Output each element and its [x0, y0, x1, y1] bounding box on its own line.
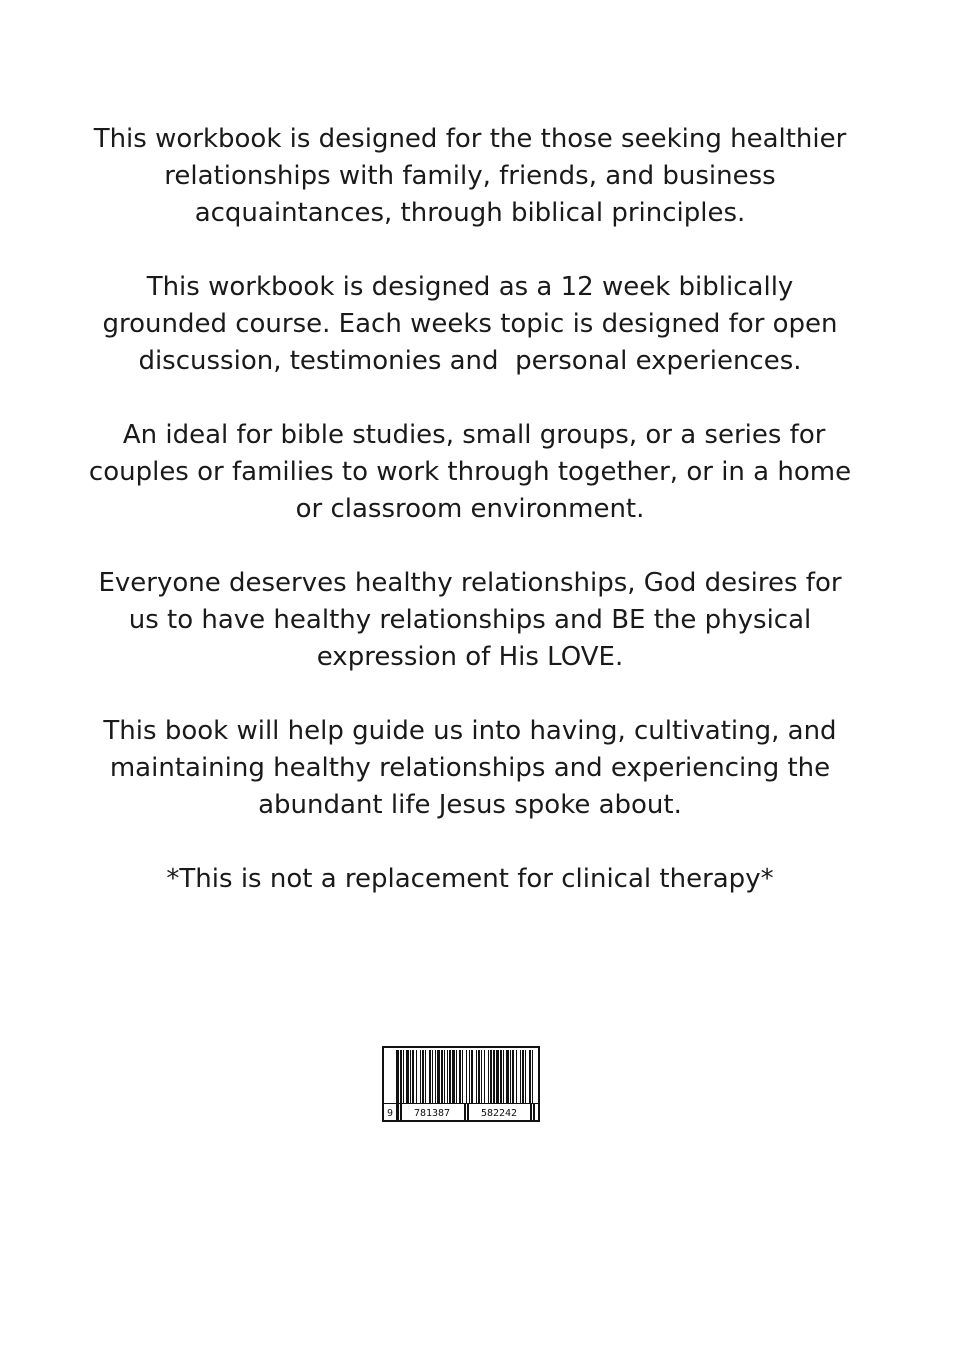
text-line: discussion, testimonies and personal experiences. [138, 346, 802, 376]
barcode-bar [462, 1050, 463, 1104]
barcode-bar [522, 1050, 524, 1104]
barcode-bar [512, 1050, 514, 1104]
barcode-bar [496, 1050, 499, 1104]
barcode-bar [429, 1050, 431, 1104]
barcode-bar [406, 1050, 409, 1104]
guard-bar [400, 1103, 402, 1120]
paragraph-love [80, 565, 860, 676]
barcode-bar [484, 1050, 485, 1104]
barcode-bar [500, 1050, 502, 1104]
text-line: Everyone deserves healthy relationships, God desires for [98, 568, 842, 598]
text-line: couples or families to work through together, or in a home [88, 457, 852, 487]
text-line: expression of His LOVE. [316, 642, 624, 672]
paragraph-guide [80, 713, 860, 824]
barcode-bar [459, 1050, 461, 1104]
text-line: An ideal for bible studies, small groups, or a series for [114, 420, 826, 450]
barcode-bar [435, 1050, 436, 1104]
barcode-bar [532, 1050, 533, 1104]
barcode-bar [471, 1050, 473, 1104]
barcode-bar [432, 1050, 433, 1104]
barcode-bar [425, 1050, 426, 1104]
text-line: acquaintances, through biblical principles. [194, 198, 746, 228]
barcode-bar [400, 1050, 402, 1104]
text-line: relationships with family, friends, and business [164, 161, 776, 191]
paragraph-course [80, 269, 860, 380]
barcode-bar [441, 1050, 443, 1104]
text-line: *This is not a replacement for clinical therapy* [166, 864, 774, 894]
barcode-bar [412, 1050, 414, 1104]
barcode-bar [503, 1050, 504, 1104]
barcode-bar [490, 1050, 492, 1104]
guard-bar [530, 1103, 532, 1120]
text-line: us to have healthy relationships and BE the physical [128, 605, 812, 635]
barcode-bar [510, 1050, 511, 1104]
barcode-bar [466, 1050, 467, 1104]
barcode-bar [493, 1050, 495, 1104]
text-line: or classroom environment. [295, 494, 645, 524]
text-line: maintaining healthy relationships and experiencing the [109, 753, 831, 783]
text-line: grounded course. Each weeks topic is designed for open [102, 309, 838, 339]
barcode-bars [396, 1050, 533, 1104]
guard-bar [467, 1103, 469, 1120]
barcode-bar [529, 1050, 531, 1104]
barcode-bar [481, 1050, 482, 1104]
paragraph-audience [80, 417, 860, 528]
guard-bar [464, 1103, 466, 1120]
barcode-bar [516, 1050, 517, 1104]
barcode-bar [525, 1050, 526, 1104]
text-line: This book will help guide us into having, cultivating, and [103, 716, 837, 746]
text-line: This workbook is designed for the those seeking healthier [93, 124, 847, 154]
barcode-bar [447, 1050, 448, 1104]
barcode-digit-first: 9 [386, 1108, 394, 1119]
isbn-barcode [382, 1046, 540, 1122]
barcode-bar [449, 1050, 451, 1104]
barcode-digits-right: 582242 [480, 1108, 518, 1119]
paragraph-intro [80, 121, 860, 232]
guard-bar [533, 1103, 535, 1120]
barcode-bar [476, 1050, 477, 1104]
back-cover-text [80, 121, 860, 935]
barcode-bar [469, 1050, 470, 1104]
barcode-bar [410, 1050, 411, 1104]
guard-bar [396, 1103, 399, 1120]
barcode-bar [416, 1050, 417, 1104]
barcode-digits-left: 781387 [413, 1108, 451, 1119]
text-line: This workbook is designed as a 12 week biblically [146, 272, 794, 302]
barcode-bar [420, 1050, 421, 1104]
barcode-bar [403, 1050, 404, 1104]
barcode-bar [396, 1050, 399, 1104]
barcode-bar [444, 1050, 445, 1104]
barcode-bar [506, 1050, 509, 1104]
barcode-graphic [384, 1048, 538, 1120]
barcode-bar [520, 1050, 521, 1104]
barcode-bar [488, 1050, 489, 1104]
barcode-bar [452, 1050, 455, 1104]
barcode-bar [456, 1050, 457, 1104]
text-line: abundant life Jesus spoke about. [258, 790, 682, 820]
barcode-bar [422, 1050, 424, 1104]
paragraph-disclaimer [80, 861, 860, 898]
barcode-bar [478, 1050, 480, 1104]
barcode-bar [437, 1050, 440, 1104]
